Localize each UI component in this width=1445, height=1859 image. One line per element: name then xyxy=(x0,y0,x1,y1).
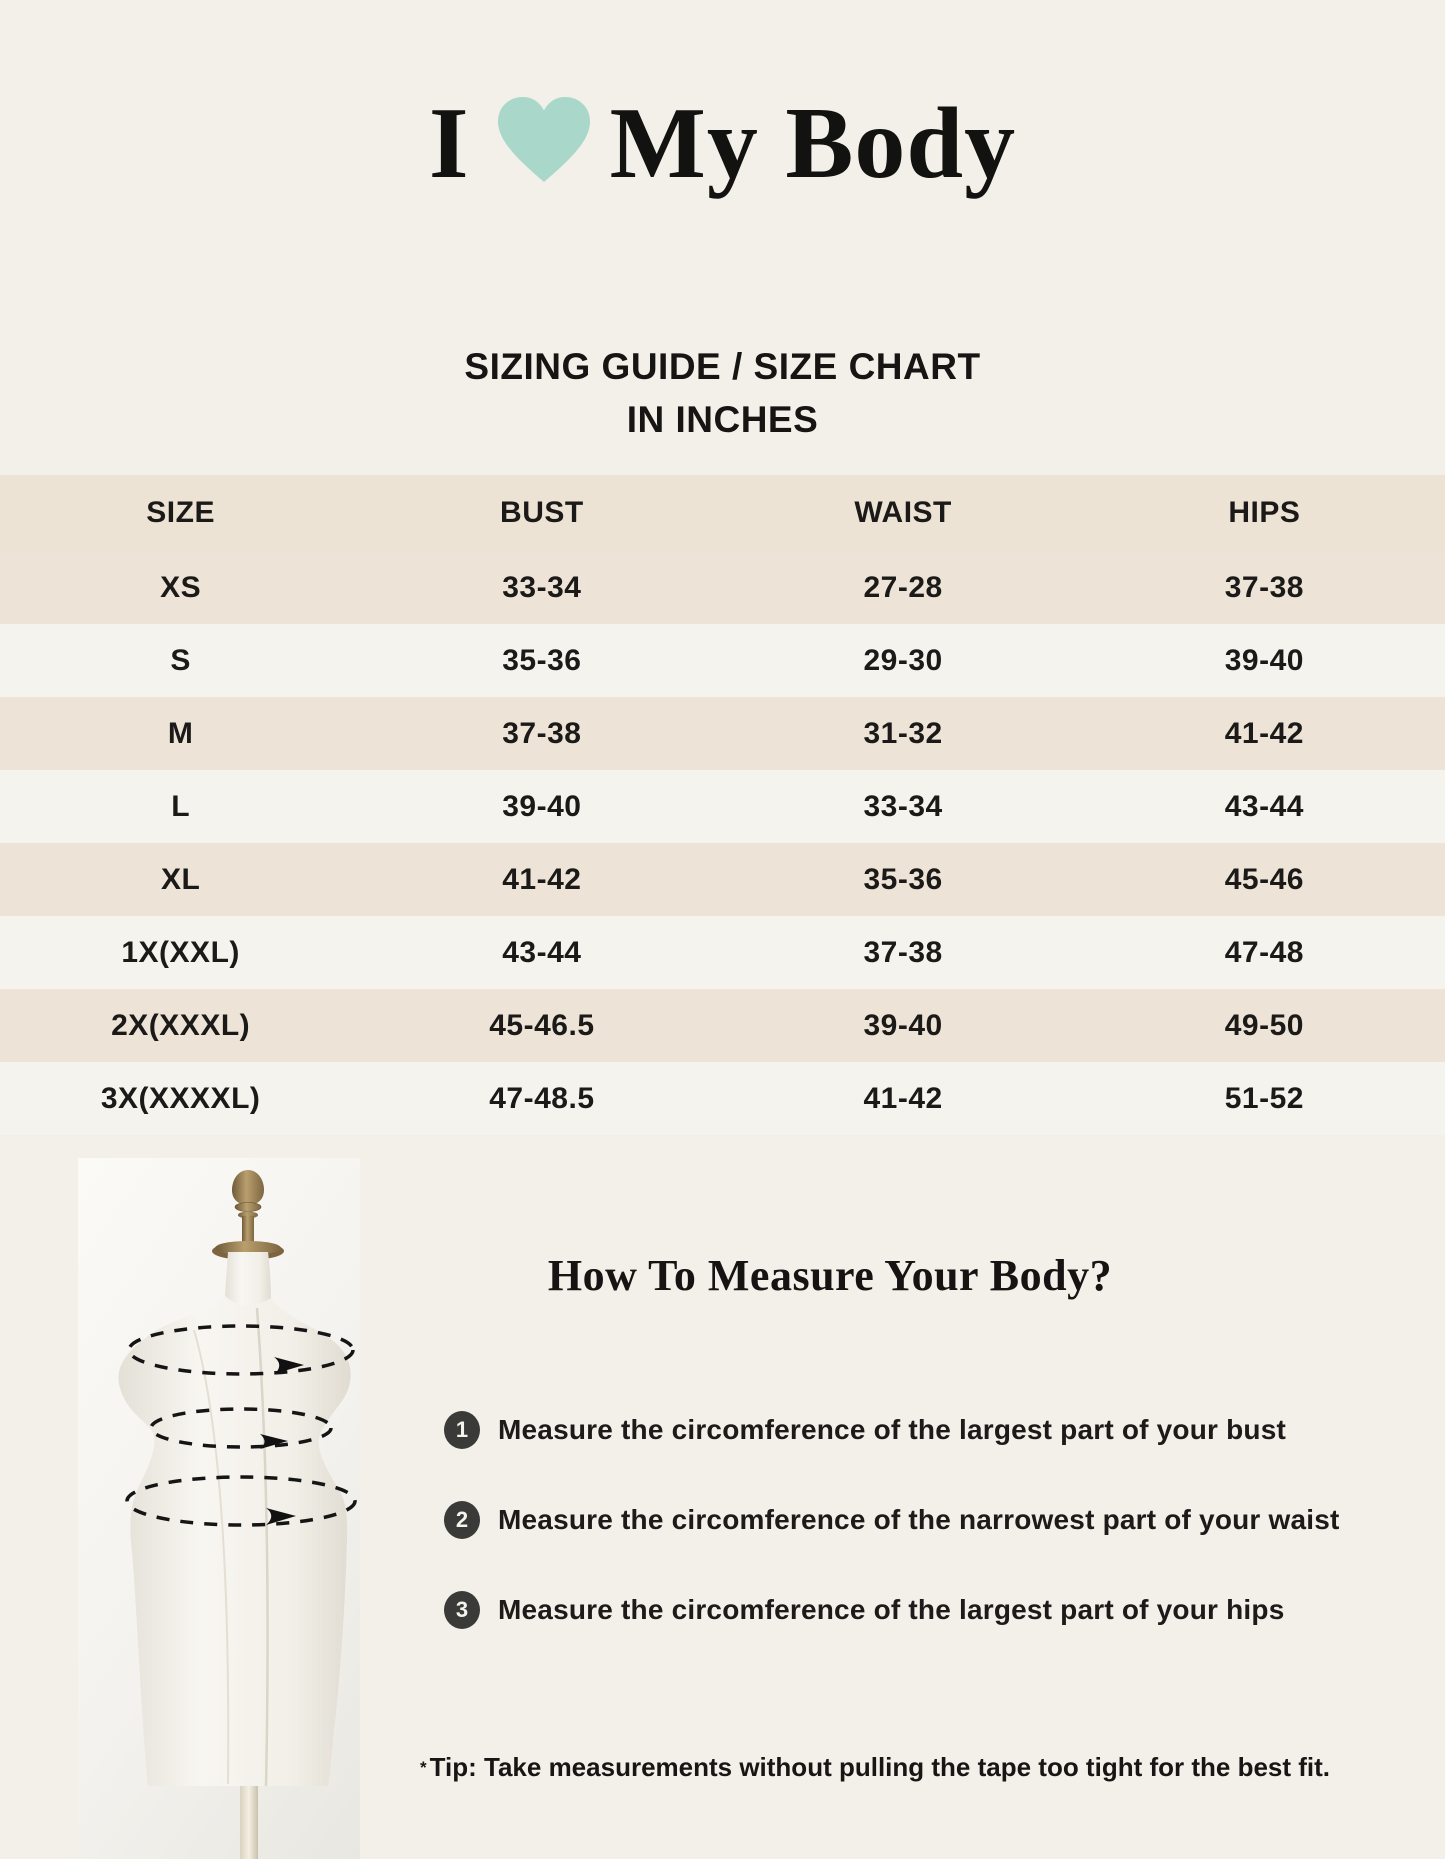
size-cell: 2X(XXXL) xyxy=(111,1008,251,1042)
bust-cell: 33-34 xyxy=(502,570,582,604)
waist-cell: 27-28 xyxy=(863,570,943,604)
mannequin-image xyxy=(78,1158,360,1859)
size-chart-row xyxy=(0,843,1445,916)
mannequin-torso xyxy=(118,1296,350,1786)
measure-step xyxy=(444,1410,1340,1450)
size-chart-header-cell: BUST xyxy=(500,496,584,529)
waist-cell: 31-32 xyxy=(863,716,943,750)
heart-icon xyxy=(494,95,594,185)
size-cell: M xyxy=(167,716,194,750)
bust-cell: 43-44 xyxy=(502,935,582,969)
mannequin-photo xyxy=(78,1158,360,1859)
bust-cell: 35-36 xyxy=(502,643,582,677)
size-chart-row xyxy=(0,989,1445,1062)
bust-cell: 41-42 xyxy=(502,862,582,896)
step-number-badge: 2 xyxy=(444,1501,480,1539)
mannequin-pole xyxy=(240,1786,258,1859)
page-title xyxy=(0,88,1445,200)
hips-cell: 51-52 xyxy=(1224,1081,1304,1115)
size-cell: 3X(XXXXL) xyxy=(100,1081,261,1115)
measure-steps xyxy=(444,1410,1340,1680)
page-title-post: My Body xyxy=(609,87,1017,200)
waist-cell: 39-40 xyxy=(863,1008,943,1042)
measure-tip-text: Tip: Take measurements without pulling the tape too tight for the best fit. xyxy=(429,1752,1331,1782)
chart-subtitle xyxy=(0,340,1445,446)
size-chart-row xyxy=(0,697,1445,770)
size-cell: S xyxy=(170,643,191,677)
size-chart-row xyxy=(0,1062,1445,1135)
size-chart-row xyxy=(0,770,1445,843)
step-text: Measure the circomference of the largest part of your bust xyxy=(498,1414,1287,1445)
brass-finial xyxy=(212,1170,284,1260)
hips-cell: 39-40 xyxy=(1224,643,1304,677)
bust-cell: 39-40 xyxy=(502,789,582,823)
step-number-badge: 3 xyxy=(444,1591,480,1629)
size-chart-row xyxy=(0,624,1445,697)
size-cell: 1X(XXL) xyxy=(121,935,240,969)
page-title-pre: I xyxy=(428,87,470,200)
asterisk-icon: * xyxy=(419,1758,427,1777)
size-chart-header-cell: WAIST xyxy=(854,496,952,529)
size-chart-row xyxy=(0,551,1445,624)
mannequin-neck xyxy=(225,1252,271,1305)
waist-cell: 41-42 xyxy=(863,1081,943,1115)
chart-subtitle-line2: IN INCHES xyxy=(626,399,819,440)
waist-cell: 37-38 xyxy=(863,935,943,969)
size-chart-row xyxy=(0,916,1445,989)
size-chart-header-row xyxy=(0,475,1445,551)
hips-cell: 41-42 xyxy=(1224,716,1304,750)
hips-cell: 47-48 xyxy=(1224,935,1304,969)
hips-cell: 49-50 xyxy=(1224,1008,1304,1042)
size-cell: XL xyxy=(160,862,201,896)
bust-cell: 47-48.5 xyxy=(489,1081,595,1115)
hips-cell: 43-44 xyxy=(1224,789,1304,823)
bust-cell: 45-46.5 xyxy=(489,1008,595,1042)
size-cell: L xyxy=(171,789,191,823)
size-chart-header-cell: HIPS xyxy=(1228,496,1301,529)
step-text: Measure the circomference of the narrowest part of your waist xyxy=(498,1504,1340,1535)
size-chart-header-cell: SIZE xyxy=(146,496,215,529)
waist-cell: 33-34 xyxy=(863,789,943,823)
size-chart-body xyxy=(0,551,1445,1135)
step-text: Measure the circomference of the largest part of your hips xyxy=(498,1594,1285,1625)
measure-step xyxy=(444,1500,1340,1540)
step-number-badge: 1 xyxy=(444,1411,480,1449)
measure-step xyxy=(444,1590,1340,1630)
measure-tip xyxy=(360,1752,1390,1783)
bust-cell: 37-38 xyxy=(502,716,582,750)
size-cell: XS xyxy=(160,570,202,604)
chart-subtitle-line1: SIZING GUIDE / SIZE CHART xyxy=(464,346,981,387)
hips-cell: 45-46 xyxy=(1224,862,1304,896)
waist-cell: 35-36 xyxy=(863,862,943,896)
hips-cell: 37-38 xyxy=(1224,570,1304,604)
waist-cell: 29-30 xyxy=(863,643,943,677)
size-chart-table xyxy=(0,475,1445,1135)
measure-heading: How To Measure Your Body? xyxy=(547,1251,1113,1300)
